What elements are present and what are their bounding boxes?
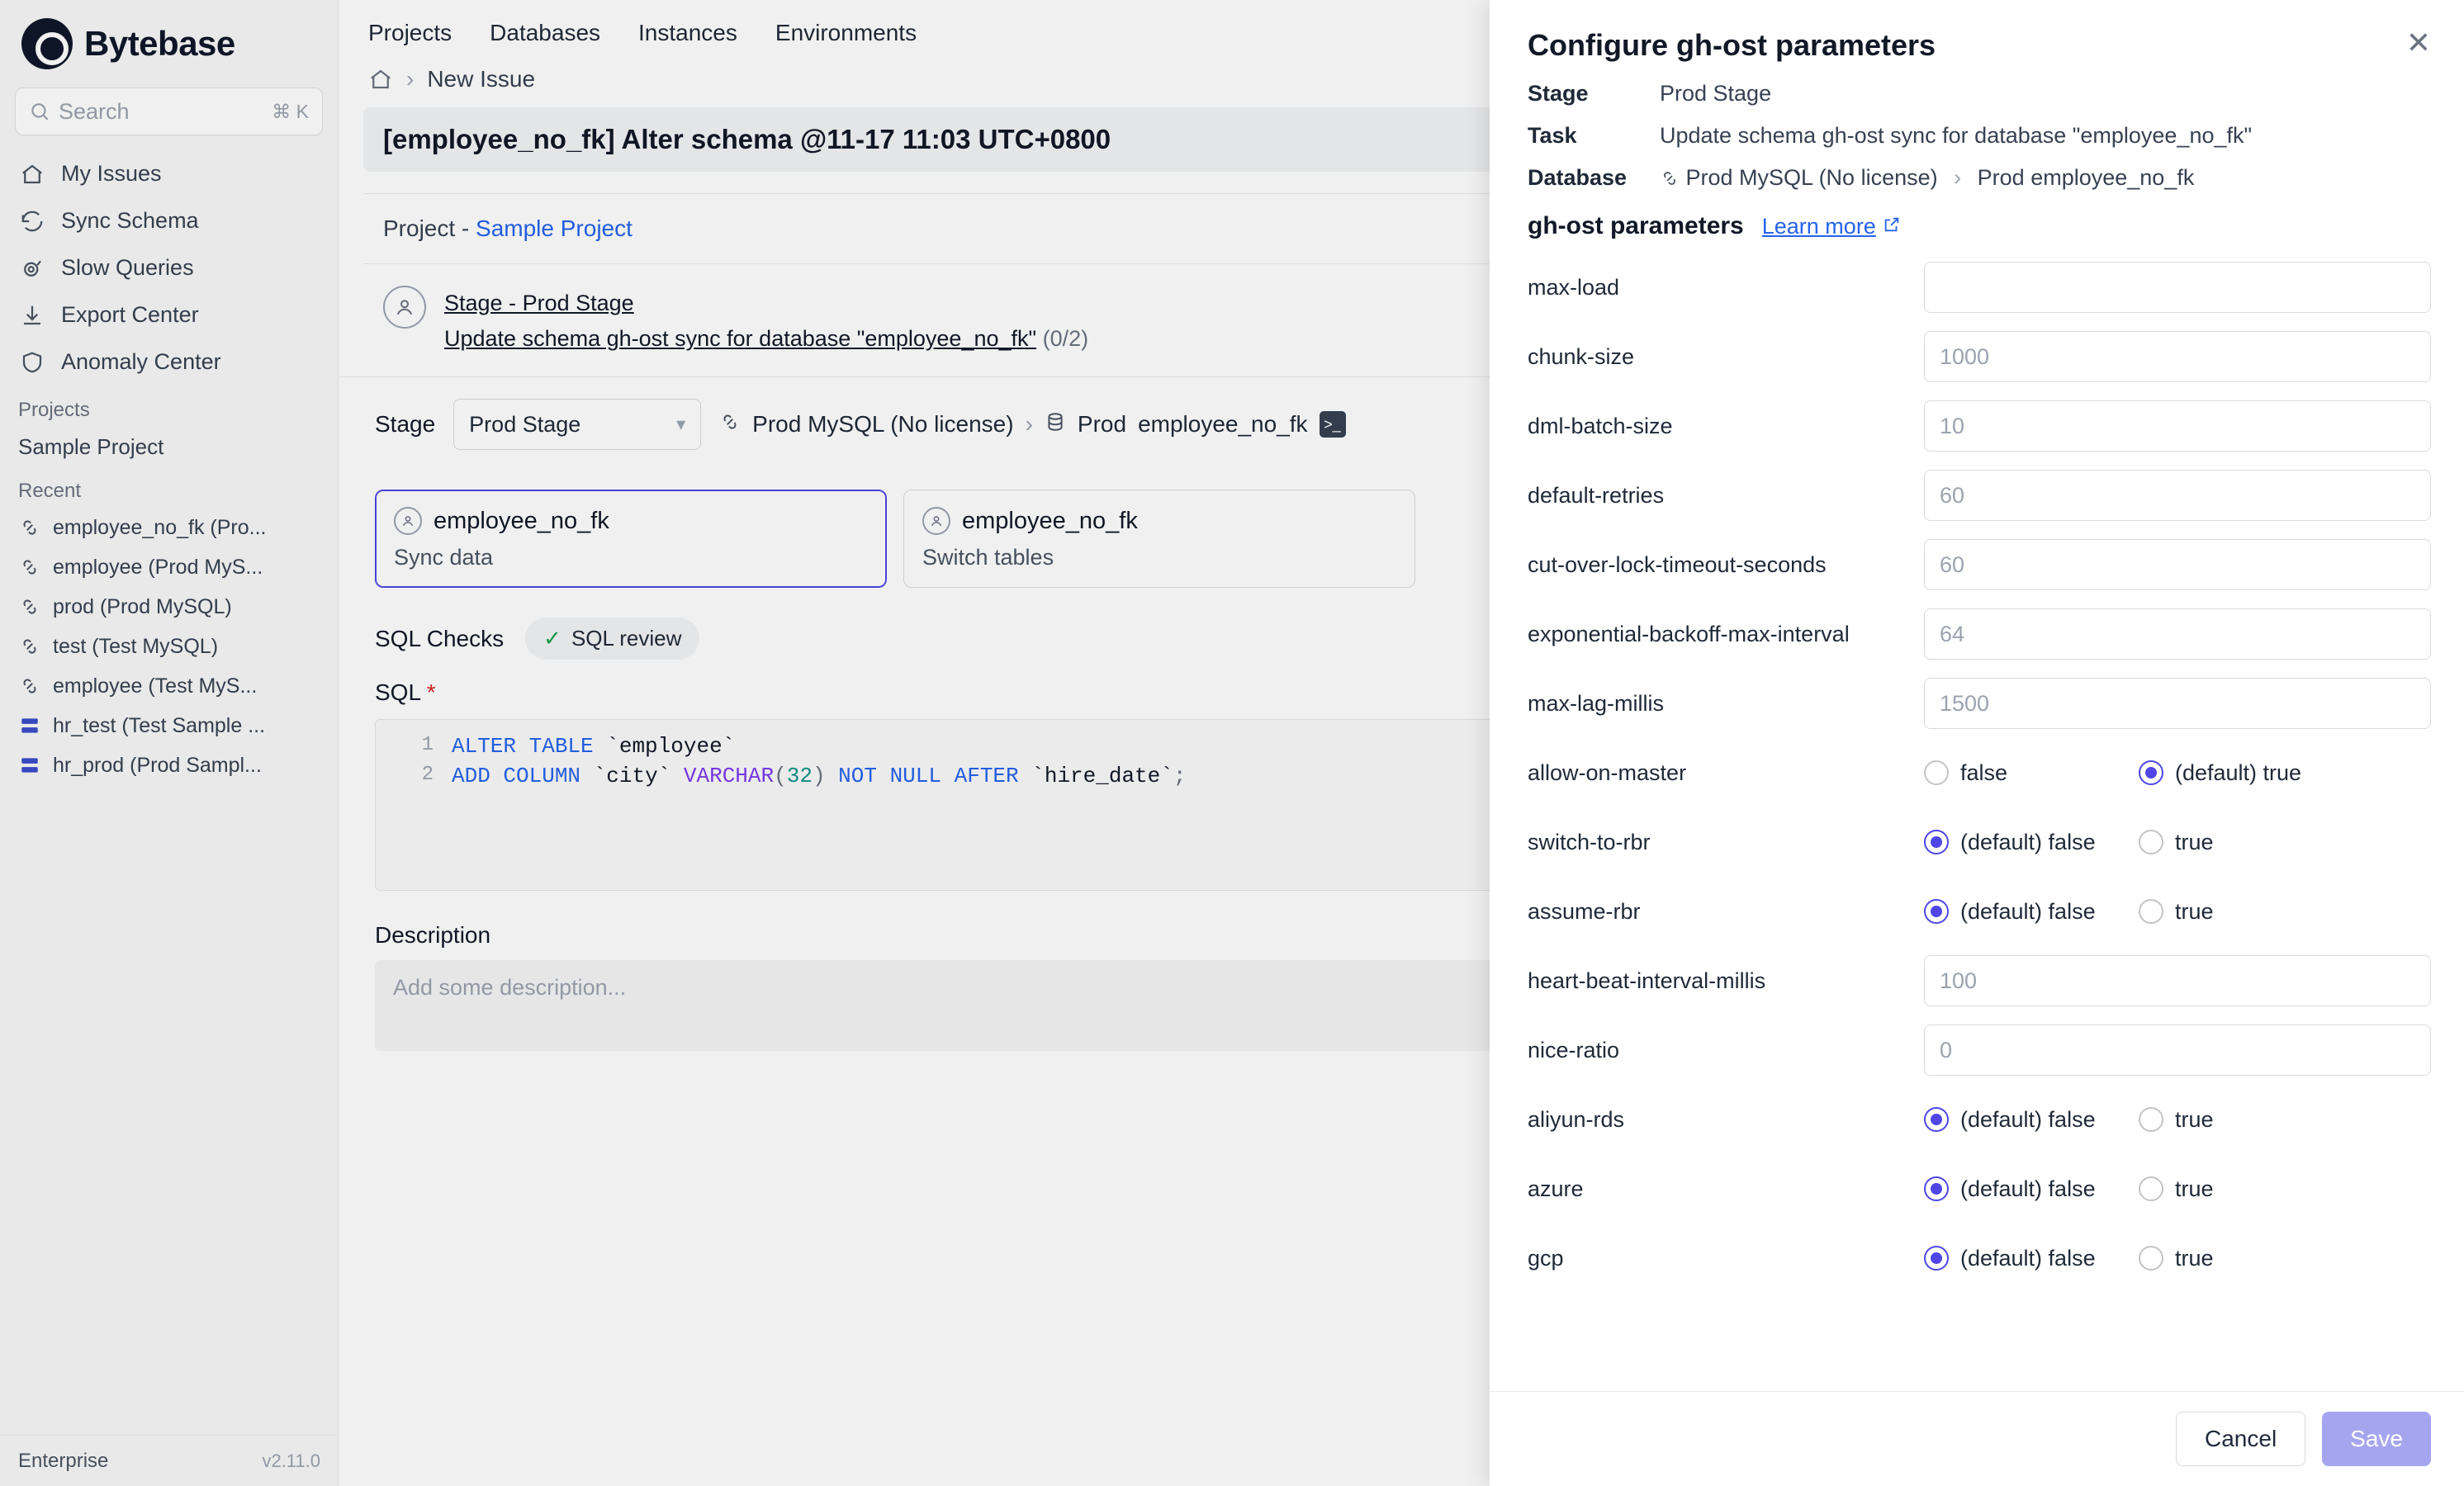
param-label: azure — [1528, 1176, 1584, 1201]
radio-label: (default) false — [1960, 1245, 2096, 1271]
param-row-max-load — [1528, 262, 2431, 313]
drawer-header — [1490, 0, 2464, 81]
meta-value: Prod Stage — [1660, 81, 1772, 106]
param-row-exponential-backoff-max-interval — [1528, 608, 2431, 660]
radio-option-false[interactable] — [1924, 1246, 2139, 1271]
radio-group-allow-on-master — [1924, 760, 2431, 786]
recent-item-label: employee (Prod MyS... — [53, 555, 263, 579]
db-name-label[interactable]: employee_no_fk — [1138, 411, 1308, 438]
param-label: aliyun-rds — [1528, 1106, 1625, 1132]
param-row-nice-ratio — [1528, 1025, 2431, 1076]
cancel-button[interactable]: Cancel — [2176, 1412, 2305, 1466]
param-input-max-lag-millis[interactable]: 1500 — [1924, 678, 2431, 729]
sql-token: COLUMN — [503, 764, 581, 789]
recent-item-label: employee (Test MyS... — [53, 674, 258, 698]
param-label: exponential-backoff-max-interval — [1528, 621, 1850, 646]
param-label: allow-on-master — [1528, 760, 1687, 785]
radio-option-true[interactable] — [2139, 899, 2353, 925]
radio-option-false[interactable] — [1924, 1107, 2139, 1133]
database-link-icon — [1660, 165, 1686, 190]
meta-key: Database — [1528, 165, 1628, 190]
sql-token: AFTER — [954, 764, 1019, 789]
line-number: 2 — [421, 764, 434, 787]
radio-label: (default) false — [1960, 1176, 2096, 1201]
drawer-body — [1490, 81, 2464, 1391]
radio-label: false — [1960, 760, 2008, 785]
sql-token: ALTER — [452, 734, 517, 760]
sql-token: NULL — [889, 764, 941, 789]
sidebar-project-label: Sample Project — [18, 433, 164, 459]
check-icon: ✓ — [543, 626, 562, 651]
sidebar-item-label: Anomaly Center — [61, 349, 221, 374]
radio-option-false[interactable] — [1924, 1176, 2139, 1202]
section-title: gh-ost parameters — [1528, 212, 1744, 239]
radio-label: (default) false — [1960, 898, 2096, 924]
radio-label: (default) false — [1960, 829, 2096, 854]
recent-item-label: prod (Prod MySQL) — [53, 594, 232, 618]
radio-icon — [1924, 1246, 1949, 1271]
tab-instances[interactable]: Instances — [638, 20, 737, 45]
param-row-switch-to-rbr — [1528, 816, 2431, 868]
recent-item-label: test (Test MySQL) — [53, 634, 219, 658]
radio-group-switch-to-rbr — [1924, 830, 2431, 855]
sql-checks-label: SQL Checks — [375, 625, 505, 651]
gh-ost-parameters-drawer — [1490, 0, 2464, 1486]
learn-more-label: Learn more — [1761, 213, 1876, 239]
meta-key: Stage — [1528, 81, 1589, 106]
meta-value: Update schema gh-ost sync for database "employee_no_fk" — [1660, 123, 2253, 148]
radio-option-true[interactable] — [2139, 760, 2353, 786]
sql-token: `city` — [593, 764, 671, 789]
description-input[interactable]: Add some description... — [375, 960, 2428, 1051]
sql-token: `hire_date` — [1031, 764, 1173, 789]
recent-item-label: hr_prod (Prod Sampl... — [53, 753, 262, 777]
radio-option-true[interactable] — [2139, 1246, 2353, 1271]
project-prefix-label: Project - — [383, 215, 476, 241]
task-card-subtitle: Sync data — [394, 545, 494, 570]
param-input-chunk-size[interactable]: 1000 — [1924, 331, 2431, 382]
radio-icon — [2139, 830, 2163, 854]
sql-label-text: SQL — [375, 679, 420, 706]
param-input-heart-beat-interval-millis[interactable]: 100 — [1924, 955, 2431, 1006]
sql-token: 32 — [786, 764, 813, 789]
param-row-default-retries — [1528, 470, 2431, 521]
external-link-icon — [1883, 214, 1901, 239]
version-label: v2.11.0 — [262, 1450, 320, 1471]
radio-group-azure — [1924, 1176, 2431, 1202]
param-input-dml-batch-size[interactable]: 10 — [1924, 400, 2431, 452]
sql-token: NOT — [838, 764, 877, 789]
stage-label: Stage — [375, 411, 436, 438]
param-label: dml-batch-size — [1528, 413, 1673, 438]
radio-option-false[interactable] — [1924, 830, 2139, 855]
required-mark: * — [426, 679, 436, 706]
drawer-title: Configure gh-ost parameters — [1528, 28, 1936, 62]
radio-label: true — [2175, 1176, 2214, 1201]
stage-name-label: Prod Stage — [522, 291, 634, 315]
sql-console-icon[interactable]: >_ — [1320, 411, 1346, 438]
sql-token: ( — [774, 764, 787, 789]
sidebar-item-label: My Issues — [61, 161, 162, 186]
radio-icon — [1924, 760, 1949, 785]
task-card-title: employee_no_fk — [434, 507, 609, 534]
sql-token: `employee` — [606, 734, 736, 760]
search-placeholder: Search — [59, 98, 130, 124]
sql-token: ADD — [452, 764, 490, 789]
meta-key: Task — [1528, 123, 1577, 148]
radio-option-true[interactable] — [2139, 1176, 2353, 1202]
page-title: [employee_no_fk] Alter schema @11-17 11:03 UTC+0800 — [363, 107, 2439, 172]
tab-projects[interactable]: Projects — [368, 20, 453, 45]
drawer-db-name[interactable]: Prod employee_no_fk — [1977, 165, 2195, 190]
stage-prefix-label: Stage - — [444, 291, 523, 315]
recent-item-label: employee_no_fk (Pro... — [53, 515, 267, 539]
param-input-nice-ratio[interactable]: 0 — [1924, 1025, 2431, 1076]
sidebar-item-label: Export Center — [61, 302, 199, 327]
param-row-allow-on-master — [1528, 747, 2431, 798]
radio-icon — [1924, 830, 1949, 854]
parameters-section-header — [1528, 212, 2431, 240]
radio-icon — [2139, 1107, 2163, 1132]
param-label: max-lag-millis — [1528, 690, 1665, 716]
sql-token: ; — [1173, 764, 1187, 789]
param-label: assume-rbr — [1528, 898, 1641, 924]
radio-option-true[interactable] — [2139, 830, 2353, 855]
radio-icon — [2139, 1176, 2163, 1201]
param-row-max-lag-millis — [1528, 678, 2431, 729]
param-row-gcp — [1528, 1233, 2431, 1284]
save-button[interactable]: Save — [2322, 1412, 2431, 1466]
stage-task-label: Update schema gh-ost sync for database "employee_no_fk" — [444, 326, 1037, 352]
drawer-db-instance[interactable]: Prod MySQL (No license) — [1685, 165, 1938, 190]
task-card-subtitle: Switch tables — [922, 545, 1054, 570]
meta-value — [1660, 165, 2194, 191]
param-label: gcp — [1528, 1245, 1564, 1271]
projects-section-label: Projects — [18, 399, 90, 421]
recent-item-label: hr_test (Test Sample ... — [53, 713, 266, 737]
search-shortcut: ⌘ K — [272, 100, 309, 122]
radio-icon — [1924, 1107, 1949, 1132]
param-label: max-load — [1528, 274, 1620, 300]
stage-task-count: (0/2) — [1042, 326, 1089, 352]
plan-label: Enterprise — [18, 1449, 109, 1472]
radio-group-assume-rbr — [1924, 899, 2431, 925]
param-input-max-load[interactable] — [1924, 262, 2431, 313]
close-icon[interactable]: ✕ — [2405, 26, 2431, 59]
tab-environments[interactable]: Environments — [775, 20, 917, 45]
meta-row-stage — [1528, 81, 2431, 106]
breadcrumb-current: New Issue — [427, 66, 536, 92]
db-env-label: Prod — [1077, 411, 1127, 438]
radio-label: true — [2175, 829, 2214, 854]
param-label: chunk-size — [1528, 343, 1635, 369]
sidebar-item-label: Sync Schema — [61, 208, 199, 233]
project-link[interactable]: Sample Project — [476, 215, 633, 241]
param-label: default-retries — [1528, 482, 1665, 508]
param-input-cut-over-lock-timeout-seconds[interactable]: 60 — [1924, 539, 2431, 590]
breadcrumb-separator: › — [406, 66, 415, 92]
param-input-exponential-backoff-max-interval[interactable]: 64 — [1924, 608, 2431, 660]
task-card-title: employee_no_fk — [962, 507, 1138, 534]
sql-token: VARCHAR — [683, 764, 775, 789]
meta-row-database — [1528, 165, 2431, 191]
radio-icon — [2139, 1246, 2163, 1271]
param-row-assume-rbr — [1528, 886, 2431, 937]
param-row-dml-batch-size — [1528, 400, 2431, 452]
learn-more-link[interactable] — [1762, 214, 1901, 239]
param-row-heart-beat-interval-millis — [1528, 955, 2431, 1006]
sql-token: TABLE — [528, 734, 594, 760]
param-input-default-retries[interactable]: 60 — [1924, 470, 2431, 521]
param-label: heart-beat-interval-millis — [1528, 968, 1766, 993]
radio-label: true — [2175, 898, 2214, 924]
meta-row-task — [1528, 123, 2431, 149]
sql-review-label: SQL review — [571, 626, 682, 651]
param-label: nice-ratio — [1528, 1037, 1620, 1062]
drawer-footer — [1490, 1391, 2464, 1486]
radio-icon — [2139, 760, 2163, 785]
tab-databases[interactable]: Databases — [490, 20, 601, 45]
radio-option-false[interactable] — [1924, 760, 2139, 786]
radio-icon — [2139, 899, 2163, 924]
param-row-cut-over-lock-timeout-seconds — [1528, 539, 2431, 590]
db-instance-label[interactable]: Prod MySQL (No license) — [752, 411, 1014, 438]
line-number: 1 — [421, 734, 434, 757]
param-label: switch-to-rbr — [1528, 829, 1651, 854]
radio-label: (default) true — [2175, 760, 2302, 785]
chevron-down-icon: ▾ — [676, 414, 686, 435]
radio-group-aliyun-rds — [1924, 1107, 2431, 1133]
radio-label: (default) false — [1960, 1106, 2096, 1132]
description-label: Description — [375, 922, 491, 949]
path-separator: › — [1025, 411, 1033, 438]
param-row-azure — [1528, 1163, 2431, 1214]
radio-label: true — [2175, 1245, 2214, 1271]
sql-token: ) — [812, 764, 826, 789]
param-label: cut-over-lock-timeout-seconds — [1528, 551, 1827, 577]
radio-label: true — [2175, 1106, 2214, 1132]
param-row-aliyun-rds — [1528, 1094, 2431, 1145]
path-separator: › — [1954, 165, 1962, 190]
brand-name: Bytebase — [84, 24, 235, 63]
radio-icon — [1924, 899, 1949, 924]
radio-icon — [1924, 1176, 1949, 1201]
recent-section-label: Recent — [18, 480, 82, 502]
radio-option-false[interactable] — [1924, 899, 2139, 925]
stage-select-value: Prod Stage — [469, 411, 581, 437]
param-row-chunk-size — [1528, 331, 2431, 382]
sidebar-item-label: Slow Queries — [61, 255, 194, 280]
radio-group-gcp — [1924, 1246, 2431, 1271]
radio-option-true[interactable] — [2139, 1107, 2353, 1133]
